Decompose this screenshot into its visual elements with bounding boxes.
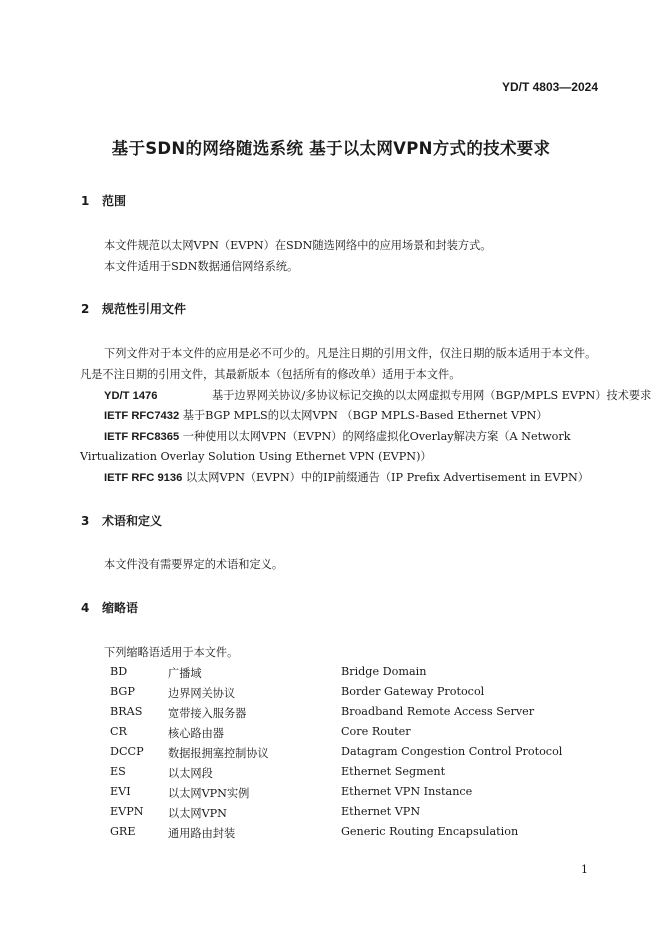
reference-item <box>104 469 589 485</box>
reference-code: IETF RFC8365 <box>104 431 180 443</box>
reference-item <box>104 428 571 444</box>
reference-title: 一种使用以太网VPN（EVPN）的网络虚拟化Overlay解决方案（A Network <box>182 430 571 443</box>
reference-item <box>104 387 651 403</box>
reference-title-continuation: Virtualization Overlay Solution Using Ethernet VPN (EVPN)） <box>80 450 432 463</box>
reference-code: YD/T 1476 <box>104 390 158 402</box>
document-title: 基于SDN的网络随选系统 基于以太网VPN方式的技术要求 <box>111 139 551 158</box>
reference-item <box>104 407 548 423</box>
abbreviation-row: ES 以太网段 Ethernet Segment <box>110 765 446 780</box>
section-heading-abbreviations: 4 缩略语 <box>81 601 139 615</box>
section-heading-normative-references: 2 规范性引用文件 <box>81 302 187 316</box>
paragraph: 本文件适用于SDN数据通信网络系统。 <box>104 260 299 273</box>
abbreviation-row: BGP 边界网关协议 Border Gateway Protocol <box>110 685 485 700</box>
abbreviation-row: GRE 通用路由封装 Generic Routing Encapsulation <box>110 825 519 840</box>
abbreviation-row: EVPN 以太网VPN Ethernet VPN <box>110 805 421 820</box>
abbreviation-row: BRAS 宽带接入服务器 Broadband Remote Access Server <box>110 705 535 720</box>
abbreviation-row: EVI 以太网VPN实例 Ethernet VPN Instance <box>110 785 473 800</box>
reference-title: 以太网VPN（EVPN）中的IP前缀通告（IP Prefix Advertisement in EVPN） <box>185 471 589 484</box>
paragraph: 本文件没有需要界定的术语和定义。 <box>104 558 284 571</box>
abbreviation-row: CR 核心路由器 Core Router <box>110 725 411 740</box>
paragraph: 下列缩略语适用于本文件。 <box>104 646 239 659</box>
reference-title: 基于BGP MPLS的以太网VPN （BGP MPLS-Based Ethernet VPN） <box>182 409 548 422</box>
paragraph: 下列文件对于本文件的应用是必不可少的。凡是注日期的引用文件，仅注日期的版本适用于本文件。 <box>104 347 597 360</box>
abbreviation-row: BD 广播域 Bridge Domain <box>110 665 427 680</box>
abbreviation-row: DCCP 数据报拥塞控制协议 Datagram Congestion Control Protocol <box>110 745 563 760</box>
paragraph: 凡是不注日期的引用文件，其最新版本（包括所有的修改单）适用于本文件。 <box>80 368 461 381</box>
section-heading-scope: 1 范围 <box>81 194 127 208</box>
page-number: 1 <box>581 863 588 876</box>
reference-code: IETF RFC 9136 <box>104 472 183 484</box>
reference-code: IETF RFC7432 <box>104 410 180 422</box>
paragraph: 本文件规范以太网VPN（EVPN）在SDN随选网络中的应用场景和封装方式。 <box>104 239 492 252</box>
section-heading-terms-definitions: 3 术语和定义 <box>81 514 163 528</box>
reference-title: 基于边界网关协议/多协议标记交换的以太网虚拟专用网（BGP/MPLS EVPN）技术要求 <box>212 389 652 402</box>
document-number: YD/T 4803—2024 <box>501 80 598 94</box>
